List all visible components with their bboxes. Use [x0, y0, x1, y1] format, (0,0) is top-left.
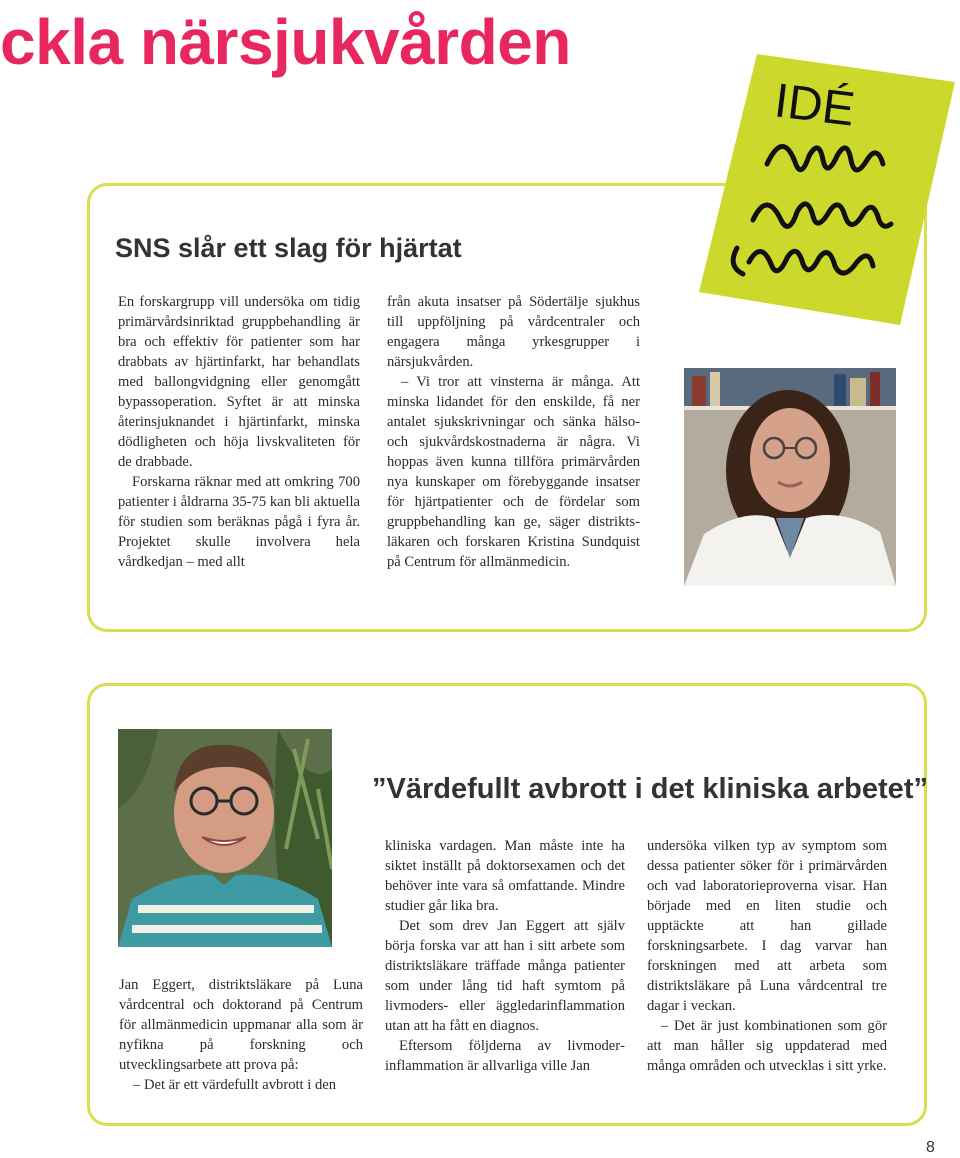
paragraph: Forskarna räknar med att omkring 700 patienter i åldrarna 35-75 kan bli aktuella för studien som beräknas pågå i fyra år. Projektet skulle involvera hela vårdkedjan – med allt: [118, 474, 360, 570]
section-heading: ckla närsjukvården: [0, 6, 571, 78]
article-title: ”Värdefullt avbrott i det kliniska arbetet”: [372, 773, 928, 805]
article-column-1: [118, 292, 360, 572]
page-number: 8: [926, 1139, 935, 1156]
idea-note-icon: [697, 52, 959, 327]
article-title: SNS slår ett slag för hjärtat: [115, 233, 462, 263]
paragraph: undersöka vilken typ av symptom som dessa patienter söker för i primärvården och vad laboratorieproverna visar. Han började med en liten studie och upptäckte att han gillade forskningsarbete. I dag varvar han forskningen med att arbeta som distriktsläkare på Luna vårdcentral tre dagar i veckan.: [647, 838, 887, 1014]
article-column-3: [647, 836, 887, 1076]
paragraph: En forskargrupp vill undersöka om tidig primärvårdsinriktad gruppbehandling är bra och effektiv för patienter som har drabbats av hjärtinfarkt, har behandlats med ballongvidgning eller genomgått bypassoperation. Syftet är att minska återinsjuknandet i hjärtinfarkt, minska dödligheten och höja livskvaliteten för de drabbade.: [118, 294, 360, 470]
paragraph: – Det är ett värdefullt avbrott i den: [133, 1077, 337, 1093]
paragraph: – Vi tror att vinsterna är många. Att minska lidandet för den enskilde, få ner antalet sjukskrivningar och sänka hälso- och sjukvårdskostnaderna är några. Vi hoppas även kunna tillföra primärvården nya kunskaper om förebyggande insatser för hjärtpatienter och de fördelar som gruppbehandling kan ge, säger distriktsläkaren och forskaren Kristina Sundquist på Centrum för allmänmedicin.: [387, 374, 640, 570]
article-column-2: [387, 292, 640, 572]
portrait-photo-woman: [684, 368, 896, 586]
portrait-photo-man: [118, 729, 332, 947]
paragraph: från akuta insatser på Södertälje sjukhus till uppföljning på vårdcentraler och engagera många yrkesgrupper i närsjukvården.: [387, 294, 640, 370]
article-column-2: [385, 836, 625, 1076]
paragraph: – Det är just kombinationen som gör att man håller sig uppdaterad med många områden och utvecklas i sitt yrke.: [647, 1018, 887, 1074]
paragraph: Det som drev Jan Eggert att själv börja forska var att han i sitt arbete som distriktsläkare träffade många patienter som under lång tid haft symtom på livmoders- eller äggledarinflammation utan att ha fått en diagnos.: [385, 918, 625, 1034]
article-column-1: [119, 975, 363, 1095]
idea-note-label: IDÉ: [771, 74, 858, 137]
paragraph: Eftersom följderna av livmoderinflammation är allvarliga ville Jan: [385, 1038, 625, 1074]
paragraph: Jan Eggert, distriktsläkare på Luna vårdcentral och doktorand på Centrum för allmänmedicin uppmanar alla som är nyfikna på forskning och utvecklingsarbete att prova på:: [119, 977, 363, 1073]
paragraph: kliniska vardagen. Man måste inte ha siktet inställt på doktorsexamen och det behöver inte vara så omfattande. Mindre studier går lika bra.: [385, 838, 625, 914]
